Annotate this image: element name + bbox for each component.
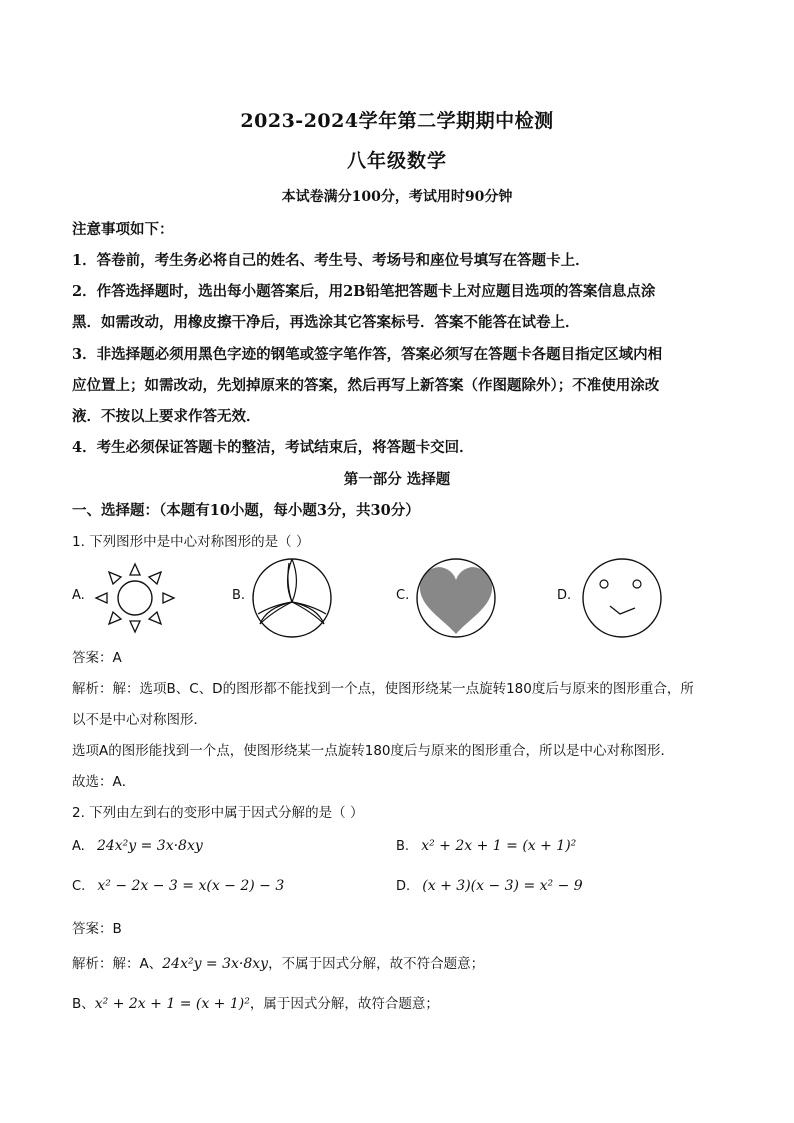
q2-analysis-a xyxy=(72,952,724,972)
q2-analysis-b xyxy=(72,992,724,1012)
q2-answer: 答案：B xyxy=(72,921,122,937)
q2-option-c-label: C. xyxy=(72,879,86,894)
q2-option-b-label: B. xyxy=(396,839,410,854)
notice-heading: 注意事项如下： xyxy=(72,221,174,238)
notice-item-2-line-2: 黑．如需改动，用橡皮擦干净后，再选涂其它答案标号．答案不能答在试卷上． xyxy=(72,314,580,331)
q2-option-d-expression: (x + 3)(x − 3) = x² − 9 xyxy=(422,878,583,894)
q2-option-a xyxy=(72,838,203,854)
part1-heading: 一、选择题：（本题有10小题，每小题3分，共30分） xyxy=(72,502,420,519)
q2-option-b xyxy=(396,838,576,854)
q2-option-b-expression: x² + 2x + 1 = (x + 1)² xyxy=(421,838,577,854)
notice-item-4: 4．考生必须保证答题卡的整洁，考试结束后，将答题卡交回． xyxy=(72,439,474,456)
q1-stem: 1. 下列图形中是中心对称图形的是（ ） xyxy=(72,534,310,550)
q2-option-a-expression: 24x²y = 3x·8xy xyxy=(96,838,203,854)
q2-analysis-a-prefix: 解析：解：A、 xyxy=(72,956,163,972)
q2-option-d xyxy=(396,878,583,894)
q2-option-c xyxy=(72,878,284,894)
q1-option-a-label: A. xyxy=(72,588,85,603)
heart-in-circle-icon xyxy=(414,556,498,640)
q2-option-d-label: D. xyxy=(396,879,411,894)
q2-analysis-b-prefix: B、 xyxy=(72,996,95,1012)
circle-blades-icon xyxy=(250,556,334,640)
q1-answer: 答案：A xyxy=(72,650,122,666)
sun-icon xyxy=(90,560,180,636)
smiley-face-icon xyxy=(580,556,664,640)
q2-analysis-a-expression: 24x²y = 3x·8xy xyxy=(162,956,269,972)
q1-option-c-label: C. xyxy=(396,588,410,603)
exam-info: 本试卷满分100分，考试用时90分钟 xyxy=(281,189,513,205)
q1-option-d-label: D. xyxy=(557,588,572,603)
exam-title: 2023-2024学年第二学期期中检测 xyxy=(240,110,554,132)
q1-conclusion: 故选：A． xyxy=(72,774,136,790)
q1-analysis-line-1: 解析：解：选项B、C、D的图形都不能找到一个点，使图形绕某一点旋转180度后与原来的图形重合，所 xyxy=(72,681,694,697)
notice-item-2-line-1: 2．作答选择题时，选出每小题答案后，用2B铅笔把答题卡上对应题目选项的答案信息点涂 xyxy=(72,283,656,300)
q1-analysis-line-3: 选项A的图形能找到一个点，使图形绕某一点旋转180度后与原来的图形重合，所以是中心对称图形． xyxy=(72,743,675,759)
notice-item-1: 1．答卷前，考生务必将自己的姓名、考生号、考场号和座位号填写在答题卡上． xyxy=(72,252,590,269)
q2-analysis-b-expression: x² + 2x + 1 = (x + 1)² xyxy=(94,996,250,1012)
q2-option-a-label: A. xyxy=(72,839,85,854)
notice-item-3-line-2: 应位置上；如需改动，先划掉原来的答案，然后再写上新答案（作图题除外）；不准使用涂改 xyxy=(72,377,660,394)
exam-subtitle: 八年级数学 xyxy=(346,150,447,172)
notice-item-3-line-1: 3．非选择题必须用黑色字迹的钢笔或签字笔作答，答案必须写在答题卡各题目指定区域内相 xyxy=(72,346,663,363)
q2-analysis-b-suffix: ，属于因式分解，故符合题意； xyxy=(249,996,439,1012)
q2-option-c-expression: x² − 2x − 3 = x(x − 2) − 3 xyxy=(97,878,285,894)
q1-analysis-line-2: 以不是中心对称图形． xyxy=(72,712,207,728)
notice-item-3-line-3: 液．不按以上要求作答无效． xyxy=(72,408,261,425)
q2-analysis-a-suffix: ，不属于因式分解，故不符合题意； xyxy=(268,956,485,972)
part1-title: 第一部分 选择题 xyxy=(343,471,451,488)
q1-option-b-label: B. xyxy=(232,588,246,603)
q2-stem: 2. 下列由左到右的变形中属于因式分解的是（ ） xyxy=(72,805,364,821)
